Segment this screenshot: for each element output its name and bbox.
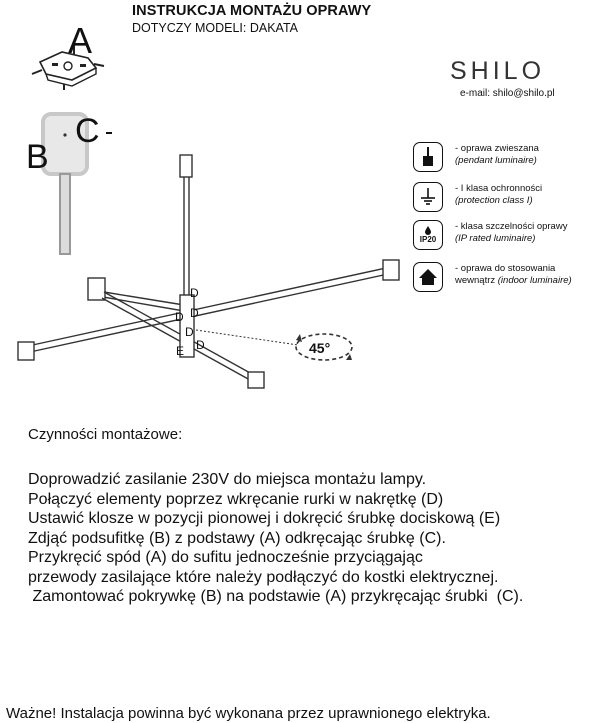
label-d-1: D — [190, 286, 199, 300]
legend-pendant-text: - oprawa zwieszana (pendant luminaire) — [455, 143, 539, 166]
brand-logo — [450, 57, 545, 86]
instruction-step: Ustawić klosze w pozycji pionowej i dokręcić śrubkę dociskową (E) — [28, 510, 501, 527]
angle-label: 45° — [309, 340, 331, 356]
label-e: E — [176, 344, 185, 358]
legend-ip-rating — [413, 220, 588, 254]
legend-protection-class-text: - I klasa ochronności (protection class I) — [455, 183, 543, 206]
label-b: B — [26, 138, 49, 176]
label-d-4: D — [185, 325, 194, 339]
instruction-step: Doprowadzić zasilanie 230V do miejsca montażu lampy. — [28, 471, 427, 488]
legend-indoor-text: - oprawa do stosowania wewnątrz (indoor luminaire) — [455, 263, 572, 286]
instruction-step: przewody zasilające które należy podłączyć do kostki elektrycznej. — [28, 568, 499, 586]
model-subtitle: DOTYCZY MODELI: DAKATA — [132, 21, 298, 35]
instructions-steps — [28, 470, 523, 607]
legend-indoor — [413, 262, 588, 296]
label-a: A — [68, 20, 93, 61]
label-d-2: D — [175, 310, 184, 324]
screw-c-marker — [106, 132, 112, 134]
contact-email: e-mail: shilo@shilo.pl — [460, 88, 555, 99]
label-c: C — [75, 112, 100, 150]
legend-pendant — [413, 142, 588, 176]
legend-ip-rating-text: - klasa szczelności oprawy (IP rated luminaire) — [455, 221, 568, 244]
luminaire-illustration — [0, 140, 400, 400]
instruction-step: Zamontować pokrywkę (B) na podstawie (A) przykręcając śrubki (C). — [28, 588, 524, 605]
pendant-icon — [413, 142, 443, 172]
instructions-heading: Czynności montażowe: — [28, 426, 183, 443]
label-d-5: D — [196, 338, 205, 352]
house-icon — [413, 262, 443, 292]
ground-icon — [413, 182, 443, 212]
ip20-icon-label: IP20 — [419, 235, 437, 244]
instruction-step: Przykręcić spód (A) do sufitu jednocześnie przyciągając — [28, 549, 423, 566]
instruction-step: Zdjąć podsufitkę (B) z podstawy (A) odkręcając śrubkę (C). — [28, 529, 446, 547]
instruction-step: Połączyć elementy poprzez wkręcanie rurki w nakrętkę (D) — [28, 490, 444, 508]
legend-protection-class — [413, 182, 588, 216]
safety-warning: Ważne! Instalacja powinna być wykonana przez uprawnionego elektryka. — [6, 705, 491, 722]
label-d-3: D — [190, 306, 199, 320]
document-title: INSTRUKCJA MONTAŻU OPRAWY — [132, 3, 372, 19]
brand-logo-text: SHILO — [450, 57, 546, 85]
ip20-icon — [413, 220, 443, 250]
